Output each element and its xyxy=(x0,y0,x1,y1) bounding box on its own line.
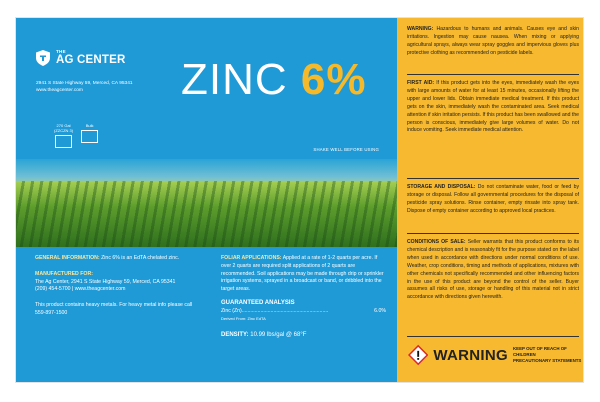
info-left-column xyxy=(35,255,200,326)
keep-out-block xyxy=(513,346,584,364)
conditions-text: Seller warrants that this product conforms to its chemical description and is reasonably fit for the purpose stated on the label when used in accordance with directions under normal conditions of use. Weather, crop conditions, timing and methods of applications, mixtures with other chemicals not specifically recommended and other influencing factors in the use of this product are beyond the control of the seller. Buyer assumes all risks of use, storage or handling of this material not in strict accordance with directions given herewith. xyxy=(407,239,579,301)
manufactured-for xyxy=(35,271,200,294)
info-right-column xyxy=(221,255,386,339)
brand-name: AG CENTER xyxy=(56,53,126,66)
product-label xyxy=(15,17,584,383)
warning-heading: WARNING: xyxy=(407,26,434,32)
brand-address-block xyxy=(36,80,133,94)
conditions-section xyxy=(407,239,579,302)
analysis-item: Zinc (Zn)............................................................ xyxy=(221,307,329,314)
size-checkbox xyxy=(55,135,72,148)
general-text: Zinc 6% is an EdTA chelated zinc. xyxy=(101,255,180,261)
density xyxy=(221,332,386,340)
size-option-bulk xyxy=(81,123,98,148)
size-code: (ZZCZN 3) xyxy=(54,128,74,133)
analysis-row xyxy=(221,308,386,316)
foliar-applications xyxy=(221,255,386,294)
general-info xyxy=(35,255,200,263)
foliar-heading: FOLIAR APPLICATIONS: xyxy=(221,255,282,261)
heavy-metals-note: This product contains heavy metals. For heavy metal info please call 559-897-1500 xyxy=(35,302,193,316)
analysis-value: 6.0% xyxy=(374,307,386,314)
size-checkbox xyxy=(81,130,98,143)
brand-website: www.theagcenter.com xyxy=(36,88,83,93)
divider xyxy=(407,336,579,337)
general-heading: GENERAL INFORMATION: xyxy=(35,255,100,261)
product-percent: 6% xyxy=(300,55,367,104)
exclamation-diamond-icon xyxy=(408,344,428,366)
storage-text: Do not contaminate water, food or feed by storage or disposal. Follow all governmental procedures for the disposal of pesticide spray solutions. Rinse container, empty rinsate into spray tank. Dispose of empty container according to approved local practices. xyxy=(407,184,579,214)
label-front-panel xyxy=(16,18,397,383)
foliar-text: Applied at a rate of 1-2 quarts per acre. If over 2 quarts are required split applications of 2 quarts are recommended. Soil applications may be made through drip or sprinkler irrigation systems, sprayed in a broadcast or band, or dribbled into the target areas. xyxy=(221,255,384,293)
product-name: ZINC xyxy=(181,55,288,104)
product-title xyxy=(181,55,367,104)
first-aid-text: If this product gets into the eyes, immediately wash the eyes with large amounts of water for at least 15 minutes, occasionally lifting the upper and lower lids. Obtain immediate medical treatment. If this product gets on the skin, immediately wash the contaminated area. Seek medical attention if skin irritation persists. If this product has been swallowed and the person is conscious, immediately give large volumes of water. Do not induce vomiting. Seek immediate medical attention. xyxy=(407,80,579,134)
signal-word: WARNING xyxy=(433,346,508,364)
analysis-heading: GUARANTEED ANALYSIS xyxy=(221,299,295,306)
field-crops xyxy=(16,181,397,247)
shake-note: SHAKE WELL BEFORE USING xyxy=(313,147,379,152)
size-checkboxes xyxy=(54,123,98,148)
signal-word-row xyxy=(408,344,584,366)
manufactured-line2: (209) 454-5700 | www.theagcenter.com xyxy=(35,286,126,293)
keep-out-children: KEEP OUT OF REACH OF CHILDREN xyxy=(512,346,567,357)
divider xyxy=(407,178,579,179)
size-option-270 xyxy=(54,123,73,148)
first-aid-section xyxy=(407,80,579,135)
conditions-heading: CONDITIONS OF SALE: xyxy=(407,239,466,245)
divider xyxy=(407,233,579,234)
density-value: 10.99 lbs/gal @ 68°F xyxy=(250,331,307,338)
warning-section xyxy=(407,26,579,58)
warning-text: Hazardous to humans and animals. Causes eye and skin irritations. Ingestion may cause nausea. When mixing or applying agricultural sprays, always wear spray goggles and impervious gloves plus protective clothing as recommended on pesticide labels. xyxy=(407,26,579,56)
analysis-derived: Derived From: Zinc EdTA xyxy=(221,315,266,321)
crop-field-image xyxy=(16,159,397,247)
brand-logo xyxy=(36,50,126,66)
first-aid-heading: FIRST AID: xyxy=(407,80,435,86)
precautionary-statements: PRECAUTIONARY STATEMENTS xyxy=(512,358,582,363)
brand-address: 2941 S State Highway 59, Merced, CA 95341 xyxy=(36,81,133,86)
manufactured-heading: MANUFACTURED FOR: xyxy=(35,270,93,277)
shield-logo-icon xyxy=(36,50,50,66)
label-back-panel xyxy=(397,18,584,383)
manufactured-line1: The Ag Center, 2941 S State Highway 59, Merced, CA 95341 xyxy=(35,278,176,285)
storage-section xyxy=(407,184,579,216)
brand-the: THE xyxy=(56,49,66,54)
density-label: DENSITY: xyxy=(221,331,249,338)
size-label: 270 Gal xyxy=(56,123,71,128)
size-label: Bulk xyxy=(85,123,94,128)
divider xyxy=(407,74,579,75)
storage-heading: STORAGE AND DISPOSAL: xyxy=(407,184,476,190)
